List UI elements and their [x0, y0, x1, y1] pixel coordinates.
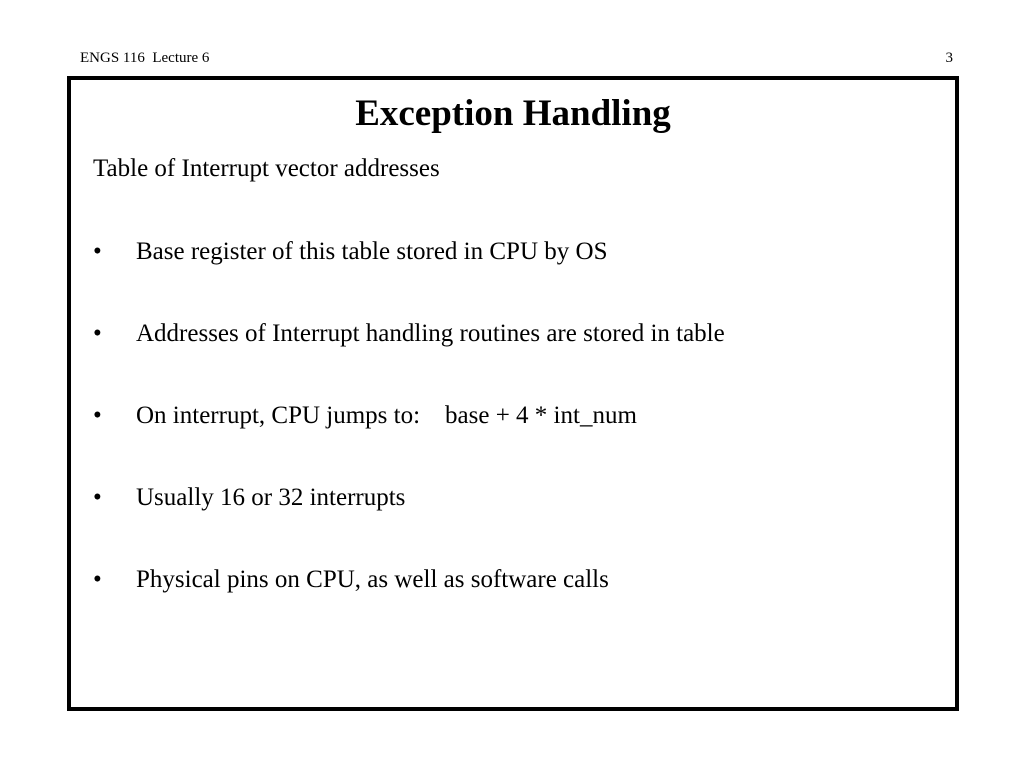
bullet-text: On interrupt, CPU jumps to: base + 4 * int_num [136, 402, 637, 429]
slide-frame [67, 76, 959, 711]
bullet-mark: • [93, 402, 102, 429]
bullet-text: Addresses of Interrupt handling routines are stored in table [136, 320, 725, 347]
bullet-text: Base register of this table stored in CPU by OS [136, 238, 608, 265]
bullet-mark: • [93, 566, 102, 593]
bullet-mark: • [93, 320, 102, 347]
bullet-mark: • [93, 484, 102, 511]
page-number: 3 [945, 50, 953, 66]
bullet-text: Usually 16 or 32 interrupts [136, 484, 406, 511]
header-course-label: ENGS 116 Lecture 6 [80, 50, 210, 66]
slide-intro: Table of Interrupt vector addresses [93, 155, 440, 182]
slide-title: Exception Handling [355, 93, 671, 134]
bullet-mark: • [93, 238, 102, 265]
bullet-text: Physical pins on CPU, as well as software calls [136, 566, 609, 593]
